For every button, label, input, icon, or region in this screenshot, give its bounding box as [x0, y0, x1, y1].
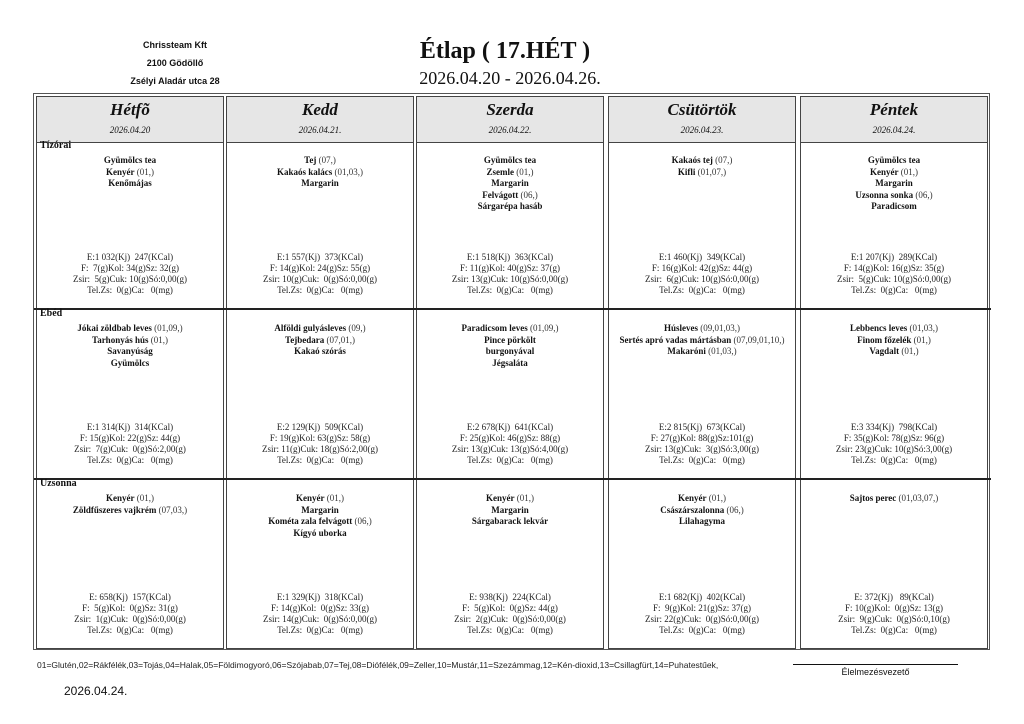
nutrition-line: Zsir: 5(g)Cuk: 10(g)Só:0,00(g): [837, 274, 951, 284]
nutrition-line: Zsir: 7(g)Cuk: 0(g)Só:2,00(g): [74, 444, 186, 454]
menu-cell: [227, 480, 413, 650]
menu-table: [33, 93, 990, 650]
dish-item: [609, 155, 795, 167]
dish-name: Savanyúság: [107, 346, 153, 356]
dish-name: Margarin: [301, 504, 339, 515]
dish-item: [227, 346, 413, 358]
nutrition-line: Zsir: 1(g)Cuk: 0(g)Só:0,00(g): [74, 614, 186, 624]
menu-cell: [801, 310, 987, 480]
dish-name: Kenyér: [486, 493, 515, 503]
dish-list: [609, 155, 795, 178]
nutrition-line: Tel.Zs: 0(g)Ca: 0(mg): [659, 455, 745, 465]
allergen-codes: (06,): [354, 516, 372, 526]
nutrition-line: Zsir: 5(g)Cuk: 10(g)Só:0,00(g): [73, 274, 187, 284]
nutrition-line: Zsir: 14(g)Cuk: 0(g)Só:0,00(g): [263, 614, 377, 624]
dish-list: [227, 493, 413, 539]
dish-name: burgonyával: [485, 346, 535, 356]
nutrition-line: Zsir: 6(g)Cuk: 10(g)Só:0,00(g): [645, 274, 759, 284]
day-header: [37, 97, 223, 143]
allergen-codes: (01,03,): [708, 346, 737, 356]
allergen-codes: (01,03,): [334, 166, 363, 177]
meal-label: Tízórai: [40, 140, 72, 151]
nutrition-info: [417, 252, 603, 296]
dish-item: [227, 505, 413, 517]
nutrition-line: Tel.Zs: 0(g)Ca: 0(mg): [467, 455, 553, 465]
dish-name: Húsleves: [663, 323, 698, 333]
dish-name: Kakaó szórás: [294, 346, 346, 356]
allergen-codes: (01,): [900, 166, 918, 177]
day-column: [608, 96, 796, 649]
dish-item: [801, 167, 987, 179]
nutrition-info: [37, 252, 223, 296]
allergen-codes: (06,): [520, 189, 538, 200]
nutrition-line: Tel.Zs: 0(g)Ca: 0(mg): [851, 455, 937, 465]
allergen-codes: (01,): [708, 493, 726, 503]
nutrition-line: F: 5(g)Kol: 0(g)Sz: 31(g): [82, 603, 178, 613]
menu-cell: [609, 480, 795, 650]
print-date: 2026.04.24.: [64, 684, 128, 698]
dish-item: [801, 190, 987, 202]
nutrition-line: Tel.Zs: 0(g)Ca: 0(mg): [87, 625, 173, 635]
menu-cell: [417, 310, 603, 480]
nutrition-line: F: 10(g)Kol: 0(g)Sz: 13(g): [845, 603, 943, 613]
nutrition-line: F: 27(g)Kol: 88(g)Sz:101(g): [650, 433, 754, 443]
day-header: [609, 97, 795, 143]
dish-name: Jégsaláta: [492, 357, 528, 368]
dish-item: [37, 358, 223, 370]
dish-item: [227, 493, 413, 505]
dish-list: [609, 493, 795, 528]
row-divider: [34, 308, 991, 310]
dish-item: [609, 323, 795, 335]
allergen-codes: (01,09,): [529, 323, 559, 333]
nutrition-line: F: 35(g)Kol: 78(g)Sz: 96(g): [843, 433, 945, 443]
dish-item: [801, 155, 987, 167]
company-name: Chrissteam Kft: [142, 40, 207, 50]
dish-name: Kakaós kalács: [276, 166, 333, 177]
dish-name: Kenyér: [106, 166, 135, 177]
nutrition-line: F: 9(g)Kol: 21(g)Sz: 37(g): [653, 603, 751, 613]
day-header: [801, 97, 987, 143]
dish-item: [609, 346, 795, 358]
allergen-codes: (01,): [516, 493, 534, 503]
nutrition-info: [801, 592, 987, 636]
dish-name: Gyümölcs tea: [867, 155, 921, 165]
nutrition-line: F: 7(g)Kol: 34(g)Sz: 32(g): [81, 263, 179, 273]
signature-line: [793, 664, 958, 665]
day-header: [417, 97, 603, 143]
allergen-codes: (01,): [136, 493, 154, 503]
dish-item: [37, 505, 223, 517]
dish-name: Sajtos perec: [849, 493, 897, 503]
allergen-codes: (07,): [318, 155, 336, 165]
nutrition-line: Tel.Zs: 0(g)Ca: 0(mg): [277, 625, 363, 635]
nutrition-line: Tel.Zs: 0(g)Ca: 0(mg): [467, 285, 553, 295]
dish-name: Pince pörkölt: [484, 334, 536, 345]
dish-item: [227, 335, 413, 347]
dish-name: Felvágott: [482, 189, 519, 200]
dish-name: Vagdalt: [869, 346, 900, 356]
dish-item: [417, 493, 603, 505]
allergen-codes: (06,): [726, 504, 744, 515]
nutrition-line: E:1 329(Kj) 318(KCal): [276, 592, 364, 602]
dish-list: [37, 493, 223, 516]
nutrition-info: [227, 592, 413, 636]
nutrition-info: [609, 592, 795, 636]
nutrition-line: F: 14(g)Kol: 16(g)Sz: 35(g): [843, 263, 945, 273]
nutrition-line: Tel.Zs: 0(g)Ca: 0(mg): [277, 285, 363, 295]
allergen-codes: (09,): [348, 323, 366, 333]
dish-item: [801, 201, 987, 213]
dish-item: [417, 155, 603, 167]
dish-name: Lebbencs leves: [850, 323, 908, 333]
day-column: [36, 96, 224, 649]
day-column: [226, 96, 414, 649]
allergen-codes: (07,01,): [326, 334, 355, 345]
row-divider: [34, 478, 991, 480]
dish-list: [417, 493, 603, 528]
nutrition-line: Zsir: 11(g)Cuk: 18(g)Só:2,00(g): [262, 444, 378, 454]
nutrition-line: E:1 314(Kj) 314(KCal): [86, 422, 174, 432]
dish-name: Finom főzelék: [857, 334, 912, 345]
dish-name: Makaróni: [667, 346, 706, 356]
menu-cell: [417, 142, 603, 310]
nutrition-line: E: 372(Kj) 89(KCal): [854, 592, 934, 602]
dish-item: [417, 516, 603, 528]
dish-item: [37, 155, 223, 167]
dish-item: [609, 493, 795, 505]
allergen-codes: (01,): [136, 166, 154, 177]
nutrition-line: Tel.Zs: 0(g)Ca: 0(mg): [851, 625, 937, 635]
dish-item: [417, 201, 603, 213]
dish-name: Margarin: [491, 504, 529, 515]
dish-item: [227, 323, 413, 335]
day-date: 2026.04.23.: [680, 125, 724, 135]
nutrition-info: [417, 592, 603, 636]
dish-name: Sertés apró vadas mártásban: [619, 334, 732, 345]
dish-name: Kígyó uborka: [293, 527, 347, 538]
dish-name: Lilahagyma: [678, 516, 725, 526]
dish-item: [37, 493, 223, 505]
dish-name: Sárgarépa hasáb: [477, 201, 543, 211]
nutrition-info: [801, 422, 987, 466]
dish-item: [801, 323, 987, 335]
dish-item: [417, 505, 603, 517]
allergen-codes: (01,): [516, 166, 534, 177]
allergen-codes: (06,): [915, 189, 933, 200]
dish-name: Zöldfűszeres vajkrém: [72, 504, 157, 515]
day-name: Csütörtök: [667, 100, 737, 119]
allergen-codes: (09,01,03,): [700, 323, 740, 333]
dish-item: [801, 335, 987, 347]
dish-item: [227, 167, 413, 179]
day-date: 2026.04.20: [109, 125, 151, 135]
nutrition-line: F: 11(g)Kol: 40(g)Sz: 37(g): [460, 263, 560, 273]
allergen-codes: (01,09,): [154, 323, 183, 333]
dish-name: Kenyér: [870, 166, 899, 177]
dish-name: Margarin: [875, 178, 913, 188]
nutrition-line: F: 14(g)Kol: 0(g)Sz: 33(g): [271, 603, 369, 613]
dish-item: [801, 346, 987, 358]
dish-item: [37, 335, 223, 347]
dish-item: [609, 335, 795, 347]
menu-cell: [801, 142, 987, 310]
menu-cell: [37, 480, 223, 650]
menu-cell: [417, 480, 603, 650]
dish-item: [417, 346, 603, 358]
nutrition-line: E:2 129(Kj) 509(KCal): [276, 422, 364, 432]
nutrition-line: Tel.Zs: 0(g)Ca: 0(mg): [851, 285, 937, 295]
dish-item: [37, 167, 223, 179]
nutrition-line: Zsir: 23(g)Cuk: 10(g)Só:3,00(g): [835, 444, 953, 454]
nutrition-line: F: 25(g)Kol: 46(g)Sz: 88(g): [459, 433, 561, 443]
dish-name: Kakaós tej: [671, 155, 713, 165]
allergen-codes: (01,07,): [697, 166, 727, 177]
allergen-codes: (07,09,01,10,): [733, 334, 785, 345]
dish-list: [417, 155, 603, 213]
dish-list: [227, 155, 413, 190]
nutrition-line: F: 15(g)Kol: 22(g)Sz: 44(g): [79, 433, 181, 443]
allergen-codes: (01,): [901, 346, 919, 356]
menu-cell: [227, 310, 413, 480]
dish-item: [227, 178, 413, 190]
nutrition-line: Zsir: 2(g)Cuk: 0(g)Só:0,00(g): [454, 614, 566, 624]
dish-list: [37, 155, 223, 190]
dish-name: Zsemle: [486, 166, 514, 177]
dish-name: Császárszalonna: [660, 504, 725, 515]
nutrition-line: F: 19(g)Kol: 63(g)Sz: 58(g): [269, 433, 371, 443]
nutrition-info: [609, 422, 795, 466]
menu-cell: [227, 142, 413, 310]
dish-list: [227, 323, 413, 358]
nutrition-line: F: 5(g)Kol: 0(g)Sz: 44(g): [462, 603, 558, 613]
dish-item: [37, 178, 223, 190]
allergen-codes: (01,): [326, 493, 344, 503]
dish-item: [801, 493, 987, 505]
nutrition-line: Zsir: 9(g)Cuk: 0(g)Só:0,10(g): [838, 614, 950, 624]
dish-item: [417, 323, 603, 335]
nutrition-line: E:1 032(Kj) 247(KCal): [86, 252, 174, 262]
allergen-codes: (07,03,): [158, 504, 188, 515]
dish-name: Kenyér: [296, 493, 325, 503]
nutrition-line: E:1 682(Kj) 402(KCal): [658, 592, 746, 602]
nutrition-line: E: 938(Kj) 224(KCal): [469, 592, 551, 602]
day-name: Szerda: [486, 100, 534, 119]
nutrition-line: Tel.Zs: 0(g)Ca: 0(mg): [277, 455, 363, 465]
dish-item: [801, 178, 987, 190]
dish-item: [609, 167, 795, 179]
dish-name: Gyümölcs tea: [483, 155, 537, 165]
dish-list: [37, 323, 223, 369]
nutrition-info: [801, 252, 987, 296]
nutrition-line: Zsir: 13(g)Cuk: 3(g)Só:3,00(g): [645, 444, 759, 454]
nutrition-info: [609, 252, 795, 296]
day-name: Hétfõ: [110, 100, 150, 119]
day-column: [800, 96, 988, 649]
nutrition-line: E: 658(Kj) 157(KCal): [89, 592, 171, 602]
dish-name: Jókai zöldbab leves: [77, 323, 152, 333]
dish-list: [417, 323, 603, 369]
dish-name: Kifli: [677, 166, 696, 177]
nutrition-line: E:2 678(Kj) 641(KCal): [466, 422, 554, 432]
nutrition-line: Zsir: 13(g)Cuk: 13(g)Só:4,00(g): [451, 444, 569, 454]
dish-list: [801, 155, 987, 213]
nutrition-line: F: 14(g)Kol: 24(g)Sz: 55(g): [269, 263, 371, 273]
nutrition-line: Zsir: 13(g)Cuk: 10(g)Só:0,00(g): [451, 274, 569, 284]
menu-cell: [37, 142, 223, 310]
nutrition-line: Zsir: 10(g)Cuk: 0(g)Só:0,00(g): [263, 274, 377, 284]
company-city: 2100 Gödöllő: [146, 58, 204, 68]
dish-item: [227, 155, 413, 167]
meal-label: Ebéd: [40, 308, 63, 319]
dish-item: [227, 528, 413, 540]
day-column: [416, 96, 604, 649]
nutrition-info: [227, 252, 413, 296]
dish-list: [801, 493, 987, 505]
menu-cell: [37, 310, 223, 480]
day-date: 2026.04.21.: [298, 125, 342, 135]
dish-name: Kenyér: [106, 493, 135, 503]
day-name: Péntek: [869, 100, 919, 119]
dish-item: [37, 323, 223, 335]
dish-name: Tej: [304, 155, 317, 165]
allergen-legend: 01=Glutén,02=Rákfélék,03=Tojás,04=Halak,05=Földimogyoró,06=Szójabab,07=Tej,08=Diófélék,09=Zeller,10=Mustár,11=Szezámmag,12=Kén-dioxid,13=Csillagfürt,14=Puhatestűek,: [37, 660, 719, 670]
dish-name: Sárgabarack lekvár: [471, 516, 549, 526]
nutrition-line: Tel.Zs: 0(g)Ca: 0(mg): [467, 625, 553, 635]
dish-name: Kenyér: [678, 493, 707, 503]
allergen-codes: (01,03,): [909, 323, 938, 333]
day-name: Kedd: [302, 100, 338, 119]
dish-item: [417, 167, 603, 179]
allergen-codes: (01,): [150, 334, 168, 345]
allergen-codes: (01,03,07,): [898, 493, 939, 503]
dish-item: [37, 346, 223, 358]
nutrition-info: [37, 422, 223, 466]
dish-name: Tejbedara: [285, 334, 325, 345]
nutrition-line: E:1 460(Kj) 349(KCal): [658, 252, 746, 262]
dish-item: [227, 516, 413, 528]
dish-name: Uzsonna sonka: [855, 189, 914, 200]
dish-name: Tarhonyás hús: [92, 334, 149, 345]
dish-item: [417, 190, 603, 202]
nutrition-info: [417, 422, 603, 466]
dish-name: Gyümölcs tea: [103, 155, 157, 165]
nutrition-info: [227, 422, 413, 466]
dish-name: Paradicsom: [871, 201, 917, 211]
nutrition-line: E:1 557(Kj) 373(KCal): [276, 252, 364, 262]
nutrition-info: [37, 592, 223, 636]
day-date: 2026.04.24.: [872, 125, 916, 135]
date-range: 2026.04.20 - 2026.04.26.: [419, 68, 601, 88]
nutrition-line: E:2 815(Kj) 673(KCal): [658, 422, 746, 432]
dish-name: Gyümölcs: [110, 357, 150, 368]
nutrition-line: E:3 334(Kj) 798(KCal): [850, 422, 938, 432]
nutrition-line: F: 16(g)Kol: 42(g)Sz: 44(g): [651, 263, 753, 273]
dish-item: [417, 358, 603, 370]
nutrition-line: Tel.Zs: 0(g)Ca: 0(mg): [87, 285, 173, 295]
dish-list: [801, 323, 987, 358]
dish-name: Kométa zala felvágott: [268, 516, 353, 526]
dish-name: Alföldi gulyásleves: [274, 323, 347, 333]
dish-item: [609, 505, 795, 517]
menu-cell: [609, 142, 795, 310]
day-header: [227, 97, 413, 143]
allergen-codes: (01,): [913, 334, 931, 345]
menu-cell: [801, 480, 987, 650]
company-address: Zsélyi Aladár utca 28: [130, 76, 220, 86]
nutrition-line: Tel.Zs: 0(g)Ca: 0(mg): [659, 625, 745, 635]
nutrition-line: E:1 518(Kj) 363(KCal): [466, 252, 554, 262]
meal-label: Uzsonna: [40, 478, 77, 489]
nutrition-line: Zsir: 22(g)Cuk: 0(g)Só:0,00(g): [645, 614, 759, 624]
nutrition-line: Tel.Zs: 0(g)Ca: 0(mg): [659, 285, 745, 295]
dish-item: [417, 335, 603, 347]
signature-label: Élelmezésvezető: [841, 667, 910, 677]
allergen-codes: (07,): [715, 155, 733, 165]
dish-item: [417, 178, 603, 190]
nutrition-line: E:1 207(Kj) 289(KCal): [850, 252, 938, 262]
menu-cell: [609, 310, 795, 480]
dish-name: Paradicsom leves: [461, 323, 528, 333]
dish-list: [609, 323, 795, 358]
dish-name: Kenőmájas: [108, 178, 152, 188]
dish-name: Margarin: [491, 178, 529, 188]
page-title: Étlap ( 17.HÉT ): [419, 38, 591, 64]
dish-item: [609, 516, 795, 528]
nutrition-line: Tel.Zs: 0(g)Ca: 0(mg): [87, 455, 173, 465]
dish-name: Margarin: [301, 178, 339, 188]
day-date: 2026.04.22.: [488, 125, 532, 135]
